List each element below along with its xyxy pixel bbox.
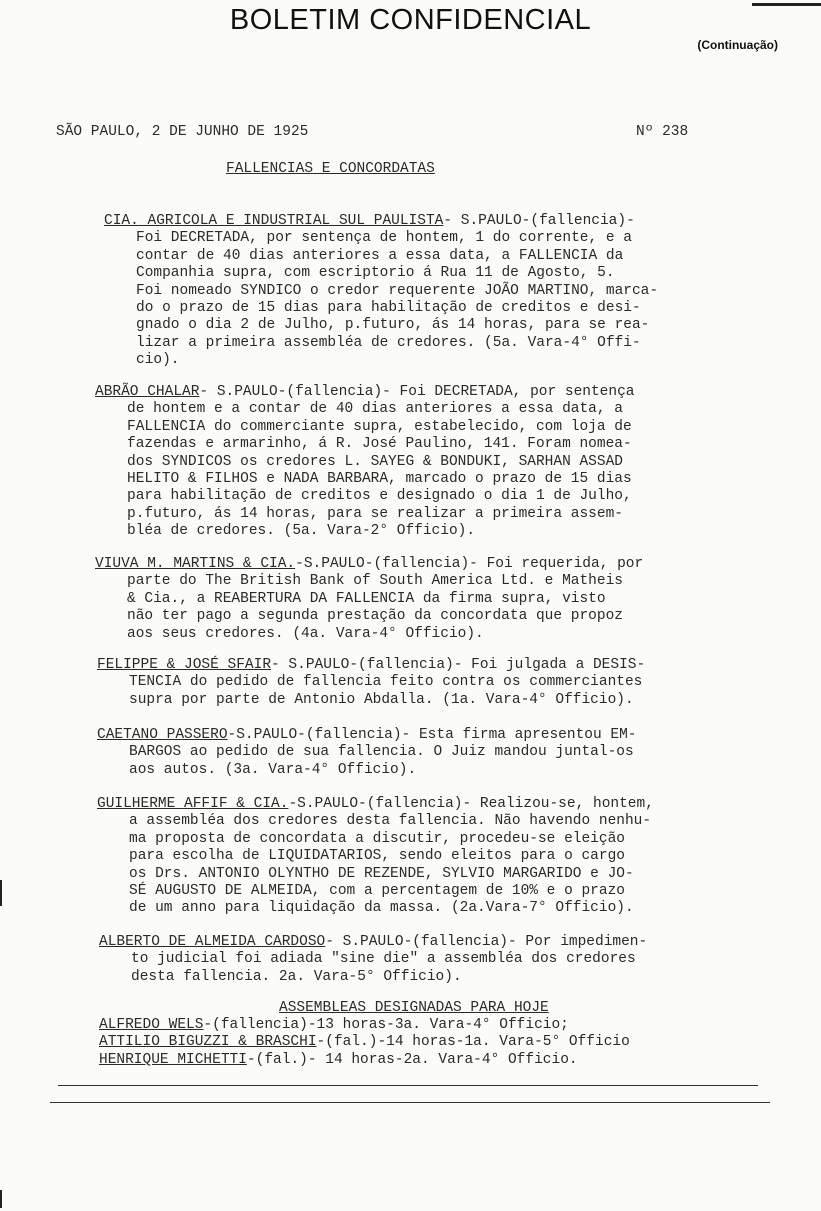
assembly-item — [99, 1017, 630, 1034]
assembly-company-name: ATTILIO BIGUZZI & BRASCHI — [99, 1034, 317, 1051]
entry-heading-rest: - S.PAULO-(fallencia)- Foi DECRETADA, por sentença — [199, 384, 635, 400]
entry-first-line — [95, 384, 785, 401]
entry-text-line: do o prazo de 15 dias para habilitação de creditos e desi- — [136, 300, 641, 317]
assembly-details: -(fallencia)-13 horas-3a. Vara-4° Officio; — [203, 1017, 569, 1033]
assembly-item — [99, 1052, 630, 1069]
entry-heading-rest: - S.PAULO-(fallencia)- — [443, 213, 635, 229]
entry-company-name: CIA. AGRICOLA E INDUSTRIAL SUL PAULISTA — [104, 213, 444, 229]
dateline: SÃO PAULO, 2 DE JUNHO DE 1925 — [56, 124, 309, 140]
assembly-details: -(fal.)-14 horas-1a. Vara-5° Officio — [316, 1034, 630, 1051]
scan-edge-mark — [752, 3, 821, 6]
entry-heading-rest: - S.PAULO-(fallencia)- Por impedimen- — [325, 934, 648, 950]
assembly-company-name: ALFREDO WELS — [99, 1017, 204, 1033]
entry-company-name: ALBERTO DE ALMEIDA CARDOSO — [99, 934, 326, 950]
entry — [97, 727, 787, 779]
bulletin-number: Nº 238 — [636, 124, 689, 140]
entry-text-line: bléa de credores. (5a. Vara-2° Officio). — [127, 523, 476, 540]
entry-company-name: FELIPPE & JOSÉ SFAIR — [97, 657, 272, 673]
entry-first-line — [97, 657, 787, 674]
entry-text-line: de hontem e a contar de 40 dias anteriores a essa data, a — [127, 401, 623, 418]
entry-first-line — [104, 213, 794, 230]
divider-rule — [58, 1085, 758, 1086]
entry — [95, 384, 785, 541]
entry-first-line — [97, 727, 787, 744]
entry-text-line: Foi DECRETADA, por sentença de hontem, 1 do corrente, e a — [136, 230, 632, 247]
entry-text-line: para habilitação de creditos e designado o dia 1 de Julho, — [127, 488, 632, 505]
bulletin-title: BOLETIM CONFIDENCIAL — [229, 4, 592, 36]
entry-heading-rest: - S.PAULO-(fallencia)- Foi julgada a DESIS- — [271, 657, 646, 673]
entry-text-line: FALLENCIA do commerciante supra, estabelecido, com loja de — [127, 418, 632, 435]
scan-edge-mark — [0, 1190, 2, 1208]
entry-heading-rest: -S.PAULO-(fallencia)- Esta firma apresentou EM- — [227, 727, 637, 743]
entry-company-name: ABRÃO CHALAR — [95, 384, 200, 400]
continuation-label: (Continuação) — [697, 38, 778, 52]
entry — [97, 796, 787, 918]
entry-first-line — [97, 796, 787, 813]
entry-heading-rest: -S.PAULO-(fallencia)- Realizou-se, hontem, — [288, 796, 654, 812]
entry-text-line: Companhia supra, com escriptorio á Rua 11 de Agosto, 5. — [136, 265, 615, 282]
entry-text-line: aos seus credores. (4a. Vara-4° Officio). — [127, 625, 484, 642]
entry-text-line: TENCIA do pedido de fallencia feito contra os commerciantes — [129, 674, 643, 691]
assembly-details: -(fal.)- 14 horas-2a. Vara-4° Officio. — [246, 1051, 578, 1068]
entry-text-line: supra por parte de Antonio Abdalla. (1a. Vara-4° Officio). — [129, 691, 634, 708]
entry-heading-rest: -S.PAULO-(fallencia)- Foi requerida, por — [295, 556, 644, 572]
entry-text-line: HELITO & FILHOS e NADA BARBARA, marcado o prazo de 15 dias — [127, 471, 632, 488]
assembly-item — [99, 1034, 630, 1051]
entry-text-line: não ter pago a segunda prestação da concordata que propoz — [127, 608, 623, 625]
entry-text-line: desta fallencia. 2a. Vara-5° Officio). — [131, 968, 462, 985]
entry-first-line — [99, 934, 789, 951]
entry-text-line: a assembléa dos credores desta fallencia. Não havendo nenhu- — [129, 813, 652, 830]
entry-company-name: CAETANO PASSERO — [97, 727, 228, 743]
entry-text-line: contar de 40 dias anteriores a essa data, a FALLENCIA da — [136, 247, 624, 264]
entry-text-line: to judicial foi adiada "sine die" a assembléa dos credores — [131, 951, 636, 968]
entry-first-line — [95, 556, 785, 573]
entry-text-line: fazendas e armarinho, á R. José Paulino, 141. Foram nomea- — [127, 436, 632, 453]
entry-text-line: parte do The British Bank of South America Ltd. e Matheis — [127, 573, 623, 590]
entry-text-line: aos autos. (3a. Vara-4° Officio). — [129, 761, 417, 778]
entry-text-line: os Drs. ANTONIO OLYNTHO DE REZENDE, SYLVIO MARGARIDO e JO- — [129, 865, 634, 882]
entry-text-line: p.futuro, ás 14 horas, para se realizar a primeira assem- — [127, 505, 623, 522]
entry — [97, 657, 787, 709]
entry-text-line: dos SYNDICOS os credores L. SAYEG & BONDUKI, SARHAN ASSAD — [127, 453, 623, 470]
entry-text-line: cio). — [136, 352, 180, 369]
entry-company-name: GUILHERME AFFIF & CIA. — [97, 796, 289, 812]
entry — [104, 213, 794, 370]
entry-text-line: ma proposta de concordata a discutir, procedeu-se eleição — [129, 830, 625, 847]
entry-company-name: VIUVA M. MARTINS & CIA. — [95, 556, 296, 572]
entry-text-line: lizar a primeira assembléa de credores. (5a. Vara-4° Offi- — [136, 334, 641, 351]
section-title: FALLENCIAS E CONCORDATAS — [226, 161, 435, 177]
assemblies-title: ASSEMBLEAS DESIGNADAS PARA HOJE — [279, 1000, 549, 1016]
entry-text-line: Foi nomeado SYNDICO o credor requerente JOÃO MARTINO, marca- — [136, 282, 659, 299]
divider-rule — [50, 1102, 770, 1103]
entry-text-line: & Cia., a REABERTURA DA FALLENCIA da firma supra, visto — [127, 590, 606, 607]
entry-text-line: para escolha de LIQUIDATARIOS, sendo eleitos para o cargo — [129, 848, 625, 865]
entry — [95, 556, 785, 643]
assembly-company-name: HENRIQUE MICHETTI — [99, 1051, 247, 1068]
entry — [99, 934, 789, 986]
entry-text-line: BARGOS ao pedido de sua fallencia. O Juiz mandou juntal-os — [129, 744, 634, 761]
entry-text-line: SÉ AUGUSTO DE ALMEIDA, com a percentagem de 10% e o prazo — [129, 883, 625, 900]
assemblies-list — [99, 1017, 630, 1069]
scan-edge-mark — [0, 880, 2, 906]
entry-text-line: gnado o dia 2 de Julho, p.futuro, ás 14 horas, para se rea- — [136, 317, 650, 334]
entry-text-line: de um anno para liquidação da massa. (2a.Vara-7° Officio). — [129, 900, 634, 917]
